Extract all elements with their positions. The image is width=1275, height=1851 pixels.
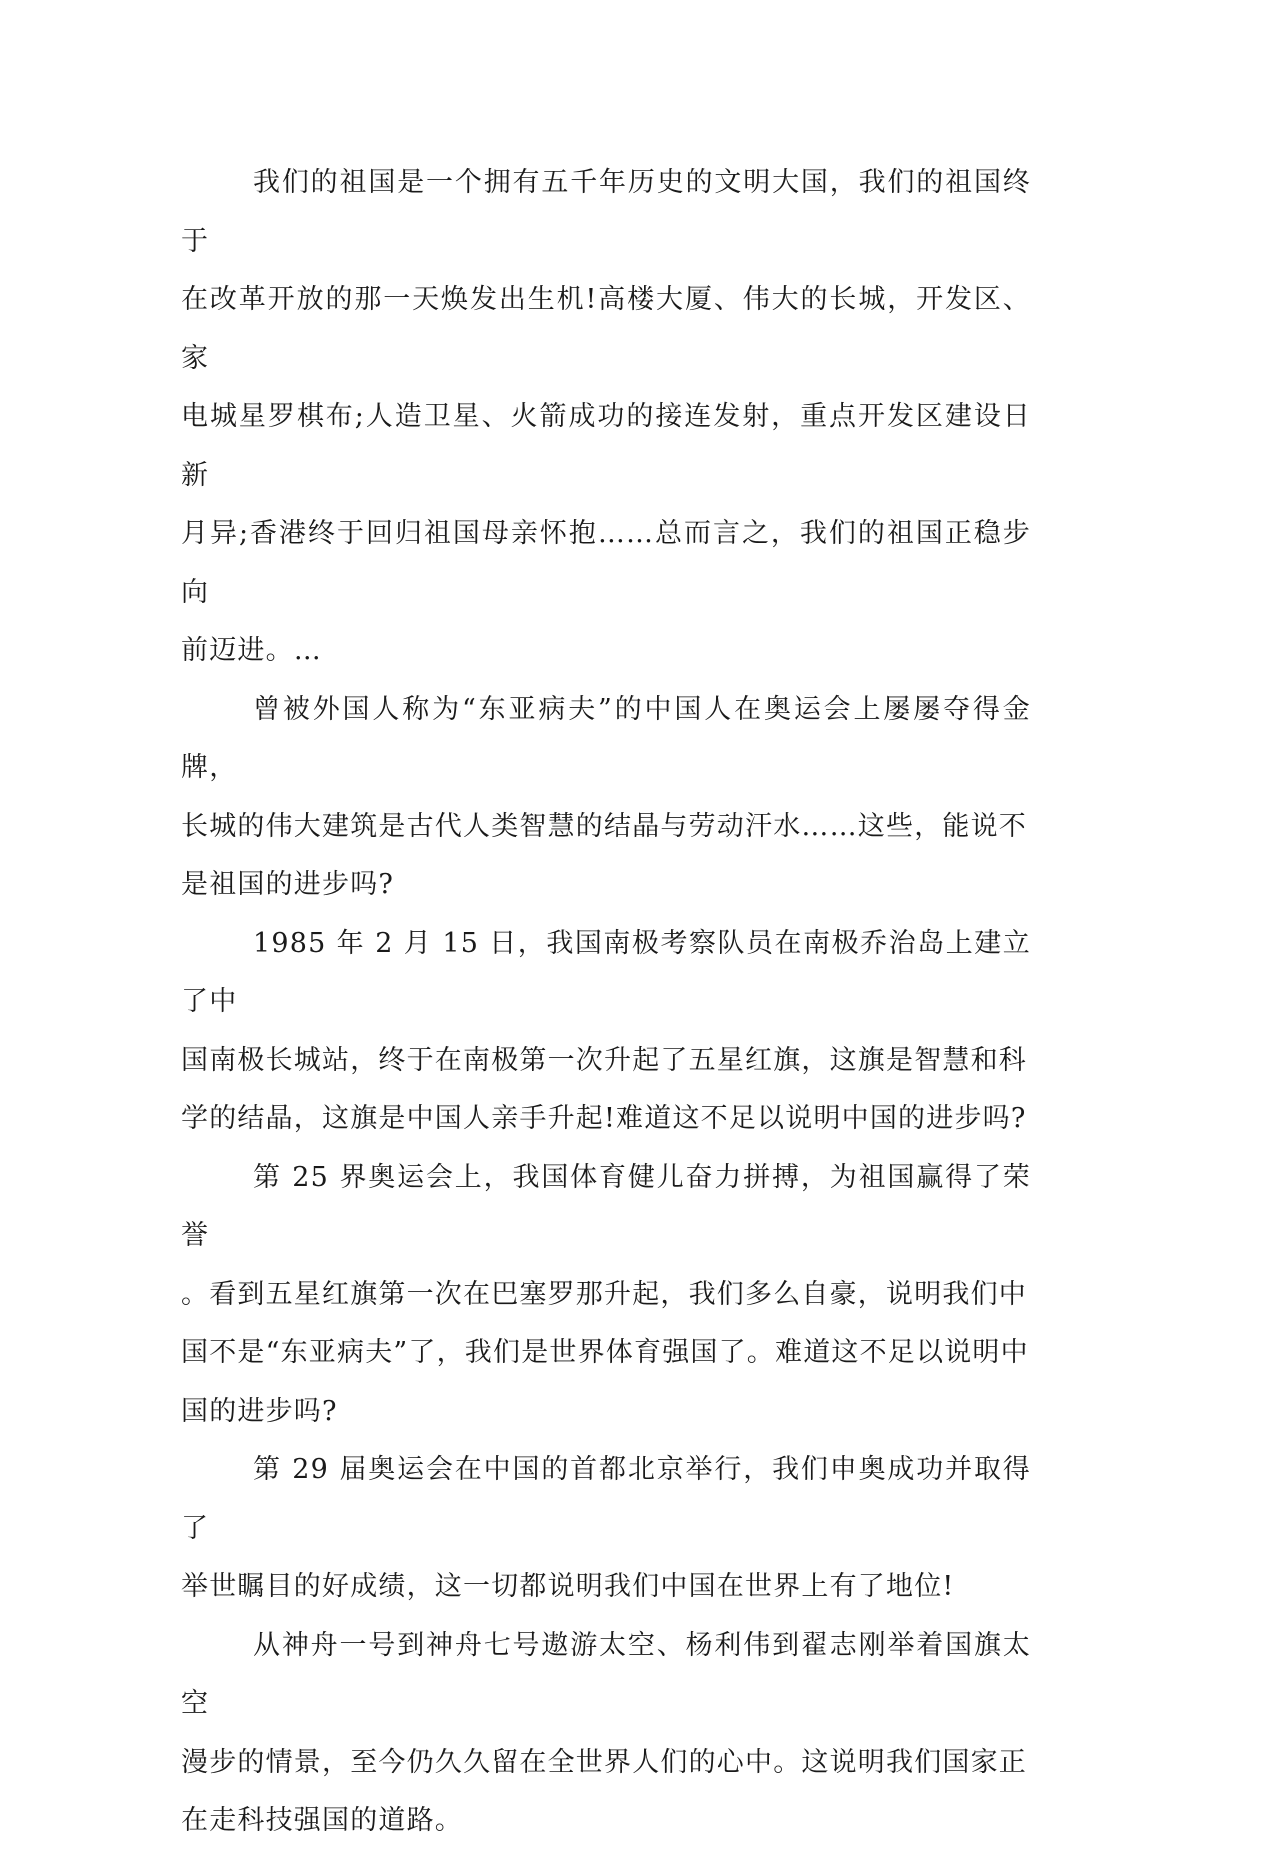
paragraph-2: 曾被外国人称为“东亚病夫”的中国人在奥运会上屡屡夺得金牌， 长城的伟大建筑是古代人类智慧的结晶与劳动汗水……这些，能说不 是祖国的进步吗?	[181, 693, 1031, 900]
paragraph-6: 从神舟一号到神舟七号遨游太空、杨利伟到翟志刚举着国旗太空 漫步的情景，至今仍久久留在全世界人们的心中。这说明我们国家正 在走科技强国的道路。	[181, 1629, 1031, 1836]
paragraph-4: 第 25 界奥运会上，我国体育健儿奋力拼搏，为祖国赢得了荣誉 。看到五星红旗第一次在巴塞罗那升起，我们多么自豪，说明我们中 国不是“东亚病夫”了，我们是世界体育强国了。难道这不足以说明中 国的进步吗?	[181, 1161, 1031, 1427]
document-body	[181, 154, 1031, 1851]
paragraph-1: 我们的祖国是一个拥有五千年历史的文明大国，我们的祖国终于 在改革开放的那一天焕发出生机!高楼大厦、伟大的长城，开发区、家 电城星罗棋布;人造卫星、火箭成功的接连发射，重点开发区建设日新 月异;香港终于回归祖国母亲怀抱……总而言之，我们的祖国正稳步向 前迈进。…	[181, 167, 1031, 666]
paragraph-3: 1985 年 2 月 15 日，我国南极考察队员在南极乔治岛上建立了中 国南极长城站，终于在南极第一次升起了五星红旗，这旗是智慧和科 学的结晶，这旗是中国人亲手升起!难道这不足以说明中国的进步吗?	[181, 927, 1031, 1134]
paragraph-5: 第 29 届奥运会在中国的首都北京举行，我们申奥成功并取得了 举世瞩目的好成绩，这一切都说明我们中国在世界上有了地位!	[181, 1454, 1031, 1602]
